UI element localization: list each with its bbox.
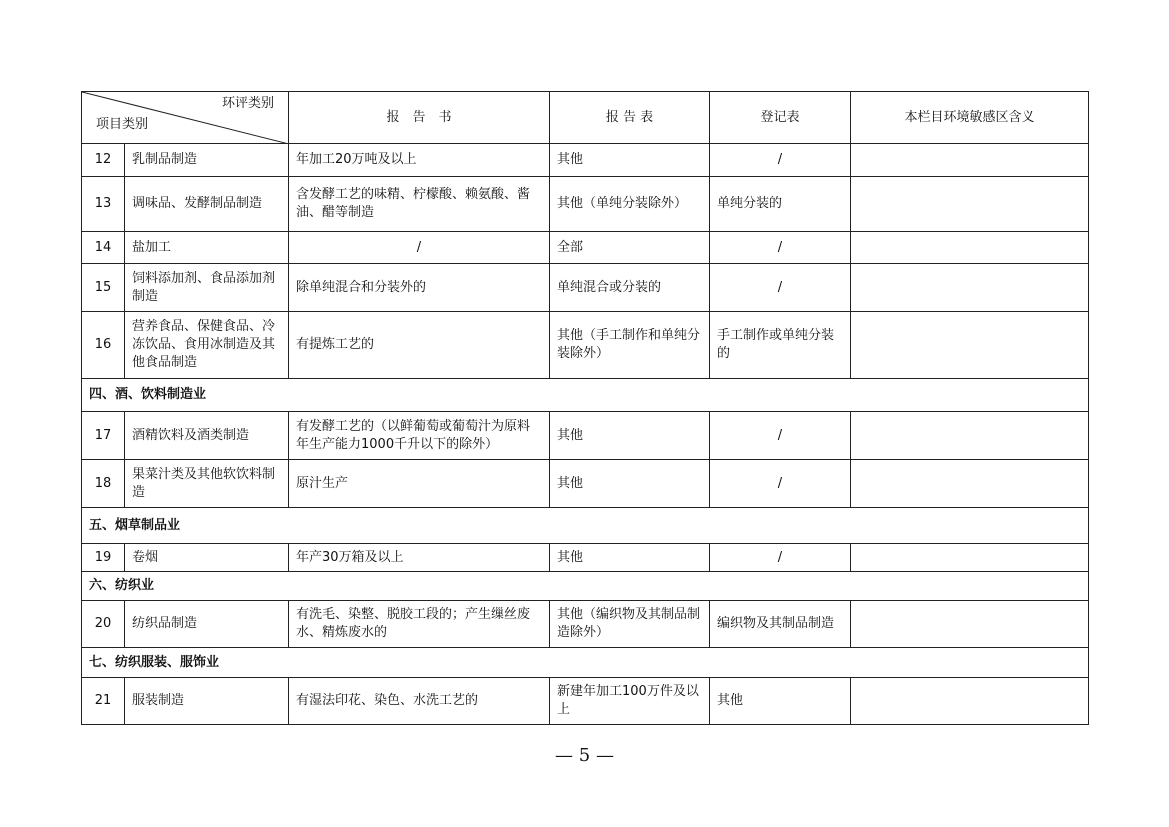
row-name: 服装制造 bbox=[125, 678, 289, 725]
row-book: 除单纯混合和分装外的 bbox=[289, 264, 550, 312]
row-table: 单纯混合或分装的 bbox=[550, 264, 710, 312]
section-title: 五、烟草制品业 bbox=[82, 508, 1089, 544]
table-row bbox=[82, 312, 1089, 379]
row-register: / bbox=[710, 544, 851, 572]
row-table: 其他 bbox=[550, 412, 710, 460]
row-name: 果菜汁类及其他软饮料制造 bbox=[125, 460, 289, 508]
row-book: 含发酵工艺的味精、柠檬酸、赖氨酸、酱油、醋等制造 bbox=[289, 177, 550, 232]
row-book: 原汁生产 bbox=[289, 460, 550, 508]
row-register: 手工制作或单纯分装的 bbox=[710, 312, 851, 379]
diag-bottom-label: 项目类别 bbox=[96, 117, 149, 132]
row-num: 12 bbox=[82, 144, 125, 177]
col-header-sensitive: 本栏目环境敏感区含义 bbox=[851, 92, 1089, 144]
col-header-register: 登记表 bbox=[710, 92, 851, 144]
row-table: 其他 bbox=[550, 144, 710, 177]
section-row bbox=[82, 508, 1089, 544]
row-table: 其他（手工制作和单纯分装除外） bbox=[550, 312, 710, 379]
section-title: 四、酒、饮料制造业 bbox=[82, 379, 1089, 412]
row-sensitive bbox=[851, 312, 1089, 379]
row-num: 18 bbox=[82, 460, 125, 508]
row-sensitive bbox=[851, 177, 1089, 232]
col-header-report-table: 报 告 表 bbox=[550, 92, 710, 144]
row-name: 酒精饮料及酒类制造 bbox=[125, 412, 289, 460]
row-name: 纺织品制造 bbox=[125, 601, 289, 648]
table-row bbox=[82, 177, 1089, 232]
row-register: 单纯分装的 bbox=[710, 177, 851, 232]
section-title: 六、纺织业 bbox=[82, 572, 1089, 601]
row-register: / bbox=[710, 144, 851, 177]
row-num: 16 bbox=[82, 312, 125, 379]
row-sensitive bbox=[851, 232, 1089, 264]
table-row bbox=[82, 678, 1089, 725]
row-num: 14 bbox=[82, 232, 125, 264]
section-row bbox=[82, 572, 1089, 601]
row-sensitive bbox=[851, 412, 1089, 460]
row-name: 饲料添加剂、食品添加剂制造 bbox=[125, 264, 289, 312]
row-num: 20 bbox=[82, 601, 125, 648]
table-row bbox=[82, 601, 1089, 648]
diagonal-header-cell bbox=[82, 92, 289, 144]
row-num: 21 bbox=[82, 678, 125, 725]
row-name: 调味品、发酵制品制造 bbox=[125, 177, 289, 232]
row-register: / bbox=[710, 412, 851, 460]
row-table: 新建年加工100万件及以上 bbox=[550, 678, 710, 725]
diag-top-label: 环评类别 bbox=[221, 96, 274, 111]
table-row bbox=[82, 264, 1089, 312]
row-register: / bbox=[710, 264, 851, 312]
section-row bbox=[82, 379, 1089, 412]
row-register: / bbox=[710, 460, 851, 508]
classification-table bbox=[81, 91, 1089, 725]
row-book: 年产30万箱及以上 bbox=[289, 544, 550, 572]
row-name: 卷烟 bbox=[125, 544, 289, 572]
row-sensitive bbox=[851, 544, 1089, 572]
row-register: 编织物及其制品制造 bbox=[710, 601, 851, 648]
row-table: 其他（编织物及其制品制造除外） bbox=[550, 601, 710, 648]
table-row bbox=[82, 544, 1089, 572]
section-title: 七、纺织服装、服饰业 bbox=[82, 648, 1089, 678]
row-sensitive bbox=[851, 264, 1089, 312]
row-sensitive bbox=[851, 144, 1089, 177]
row-name: 乳制品制造 bbox=[125, 144, 289, 177]
table-row bbox=[82, 412, 1089, 460]
row-register: 其他 bbox=[710, 678, 851, 725]
row-book: 有洗毛、染整、脱胶工段的；产生缫丝废水、精炼废水的 bbox=[289, 601, 550, 648]
row-num: 17 bbox=[82, 412, 125, 460]
row-num: 13 bbox=[82, 177, 125, 232]
table-header-row bbox=[82, 92, 1089, 144]
row-book: / bbox=[289, 232, 550, 264]
col-header-report-book: 报 告 书 bbox=[289, 92, 550, 144]
page-number: — 5 — bbox=[555, 745, 614, 766]
row-sensitive bbox=[851, 460, 1089, 508]
row-book: 有湿法印花、染色、水洗工艺的 bbox=[289, 678, 550, 725]
table-row bbox=[82, 460, 1089, 508]
row-name: 盐加工 bbox=[125, 232, 289, 264]
row-sensitive bbox=[851, 601, 1089, 648]
row-table: 其他 bbox=[550, 460, 710, 508]
row-num: 19 bbox=[82, 544, 125, 572]
table-row bbox=[82, 232, 1089, 264]
row-num: 15 bbox=[82, 264, 125, 312]
row-sensitive bbox=[851, 678, 1089, 725]
row-table: 其他 bbox=[550, 544, 710, 572]
row-book: 年加工20万吨及以上 bbox=[289, 144, 550, 177]
row-register: / bbox=[710, 232, 851, 264]
row-table: 全部 bbox=[550, 232, 710, 264]
row-table: 其他（单纯分装除外） bbox=[550, 177, 710, 232]
table-row bbox=[82, 144, 1089, 177]
row-book: 有提炼工艺的 bbox=[289, 312, 550, 379]
row-book: 有发酵工艺的（以鲜葡萄或葡萄汁为原料年生产能力1000千升以下的除外） bbox=[289, 412, 550, 460]
row-name: 营养食品、保健食品、冷冻饮品、食用冰制造及其他食品制造 bbox=[125, 312, 289, 379]
section-row bbox=[82, 648, 1089, 678]
